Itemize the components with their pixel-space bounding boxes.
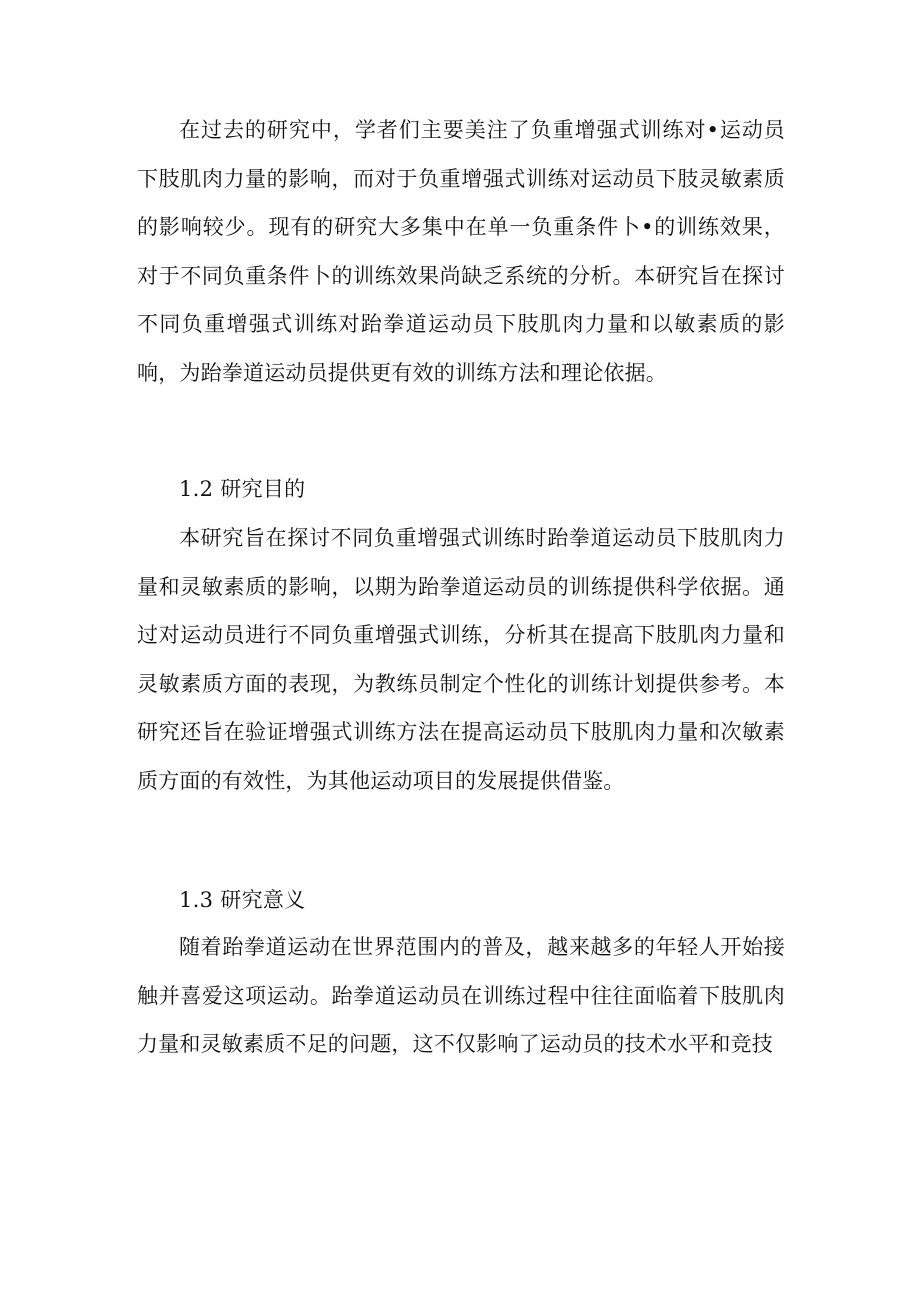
section-heading-1-3: 1.3 研究意义 xyxy=(179,888,306,912)
body-paragraph: 在过去的研究中，学者们主要美注了负重增强式训练对•运动员下肢肌肉力量的影响，而对于负重增强式训练对运动员下肢灵敏素质的影响较少。现有的研究大多集中在单一负重条件卜•的训练效果，对于不同负重条件卜的训练效果尚缺乏系统的分析。本研究旨在探讨不同负重增强式训练对跆拳道运动员下肢肌肉力量和以敏素质的影响，为跆拳道运动员提供更有效的训练方法和理论依据。 xyxy=(137,118,785,385)
body-paragraph: 本研究旨在探讨不同负重增强式训练时跆拳道运动员下肢肌肉力量和灵敏素质的影响，以期为跆拳道运动员的训练提供科学依据。通过对运动员进行不同负重增强式训练，分析其在提高下肢肌肉力量和灵敏素质方面的表现，为教练员制定个性化的训练计划提供参考。本研究还旨在验证增强式训练方法在提高运动员下肢肌肉力量和次敏素质方面的有效性，为其他运动项目的发展提供借鉴。 xyxy=(137,526,785,793)
body-paragraph: 随着跆拳道运动在世界范围内的普及，越来越多的年轻人开始接触并喜爱这项运动。跆拳道运动员在训练过程中往往面临着下肢肌肉力量和灵敏素质不足的问题，这不仅影响了运动员的技术水平和竞技 xyxy=(137,935,785,1056)
section-heading-1-2: 1.2 研究目的 xyxy=(179,477,306,501)
